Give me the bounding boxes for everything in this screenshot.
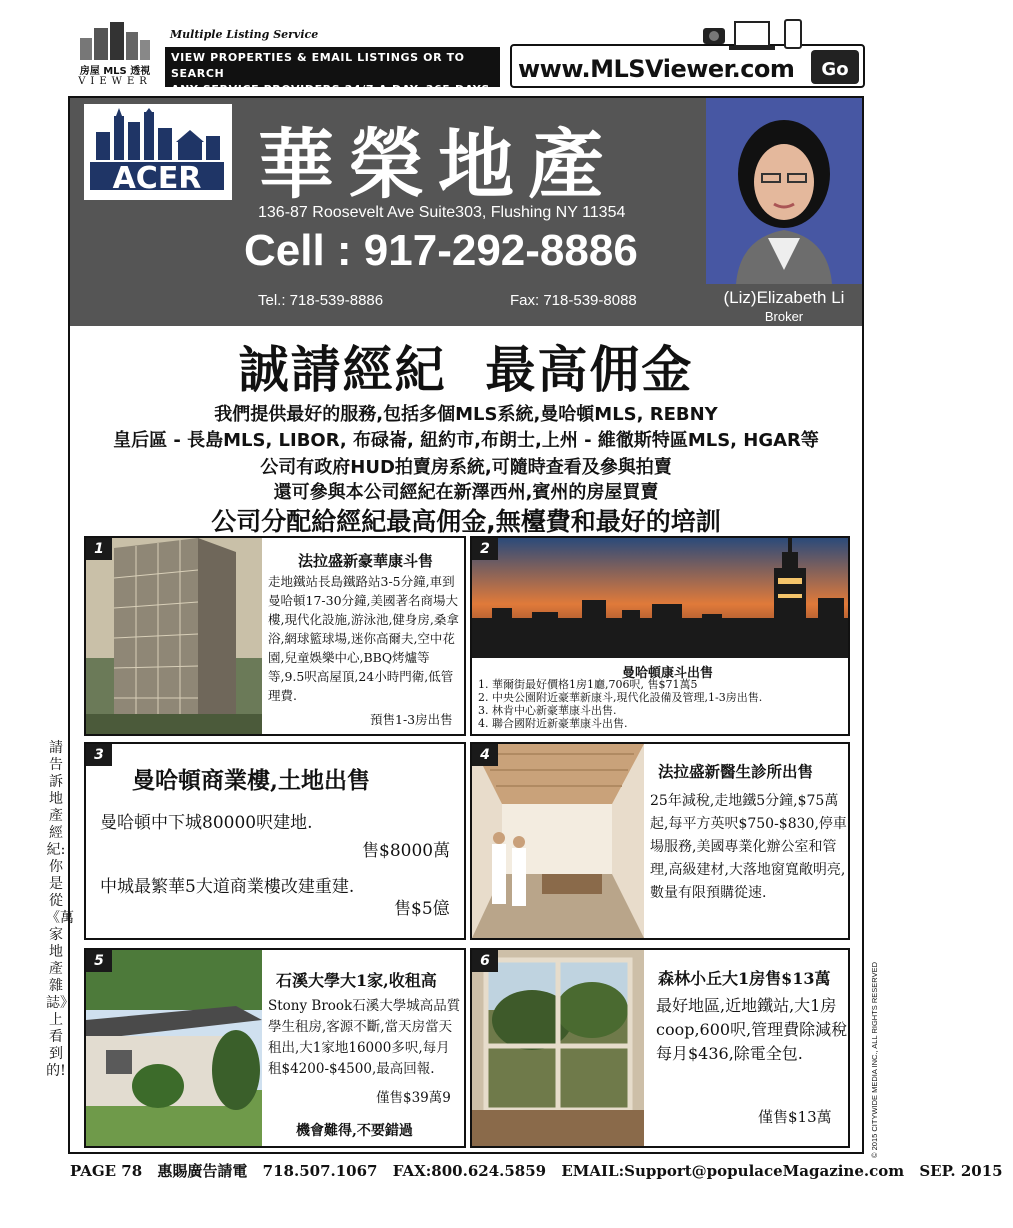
devices-icon <box>701 20 811 52</box>
company-address: 136-87 Roosevelt Ave Suite303, Flushing NY 11354 <box>258 204 626 221</box>
listing-5-title: 石溪大學大1家,收租高 <box>276 971 437 990</box>
listing-3-line-2: 中城最繁華5大道商業樓改建重建. <box>100 877 355 897</box>
listing-1[interactable] <box>84 536 466 736</box>
listing-5-body: Stony Brook石溪大學城高品質學生租房,客源不斷,當天房當天租出,大1家地16000多呎,每月租$4200-$4500,最高回報. <box>268 998 461 1077</box>
intro-line-4: 還可參與本公司經紀在新澤西州,賓州的房屋買賣 <box>273 482 659 503</box>
listing-number: 3 <box>86 744 112 766</box>
listing-4-body: 25年減稅,走地鐵5分鐘,$75萬起,每平方英呎$750-$830,停車場服務,美國專業化辦公室和管理,高級建材,大落地窗寬敞明亮,數量有限預購從速. <box>650 793 847 901</box>
listing-2[interactable] <box>470 536 850 736</box>
list-item: 1. 華爾街最好價格1房1廳,706呎, 售$71萬5 <box>478 678 698 691</box>
agent-title: Broker <box>764 309 804 324</box>
intro-line-1: 我們提供最好的服務,包括多個MLS系統,曼哈頓MLS, REBNY <box>214 404 718 425</box>
agent-portrait-image <box>706 98 862 284</box>
intro-line-5: 公司分配給經紀最高佣金,無檯費和最好的培訓 <box>211 507 721 536</box>
intro-line-3: 公司有政府HUD拍賣房系統,可隨時查看及參與拍賣 <box>260 457 672 478</box>
listing-5-note: 機會難得,不要錯過 <box>296 1123 413 1139</box>
listing-3-price-2: 售$5億 <box>394 899 450 919</box>
listing-6-photo <box>472 950 644 1146</box>
company-name: 華榮地產 <box>258 120 618 209</box>
headline: 誠請經紀 最高佣金 <box>238 340 694 399</box>
acer-logo-text: ACER <box>88 160 226 192</box>
buildings-icon <box>76 20 152 60</box>
condo-tower-image <box>86 538 262 734</box>
ad-call-label: 惠賜廣告請電 <box>157 1162 248 1180</box>
listing-3-price-1: 售$8000萬 <box>362 841 451 861</box>
listing-4-title: 法拉盛新醫生診所出售 <box>658 762 814 781</box>
clinic-interior-image <box>472 744 644 938</box>
listing-4[interactable] <box>470 742 850 940</box>
listing-number: 5 <box>86 950 112 972</box>
url-box[interactable] <box>510 44 865 88</box>
promo-bar <box>165 47 500 96</box>
manhattan-skyline-image <box>472 538 848 658</box>
listing-3-line-1: 曼哈頓中下城80000呎建地. <box>100 813 313 833</box>
logo-viewer-text: VIEWER <box>78 76 152 87</box>
promo-line-1: VIEW PROPERTIES & EMAIL LISTINGS OR TO SEARCH <box>171 51 465 80</box>
listing-number: 4 <box>472 744 498 766</box>
mls-viewer-logo[interactable] <box>70 14 160 88</box>
agent-photo <box>706 98 862 284</box>
listing-3[interactable] <box>84 742 466 940</box>
url-link[interactable]: www.MLSViewer.com <box>518 55 795 83</box>
listing-5-photo <box>86 950 262 1146</box>
side-note: 請告訴地產經紀:你是從《萬家地產雜誌》上看到的! <box>46 740 74 1079</box>
footer-fax: FAX:800.624.5859 <box>392 1162 547 1180</box>
skyline-icon <box>90 108 226 162</box>
footer-phone: 718.507.1067 <box>262 1162 378 1180</box>
listing-number: 6 <box>472 950 498 972</box>
listing-6[interactable] <box>470 948 850 1148</box>
logo-text: 房屋 MLS 透視 <box>79 66 151 77</box>
apartment-window-image <box>472 950 644 1146</box>
listing-5[interactable] <box>84 948 466 1148</box>
listing-1-photo <box>86 538 262 734</box>
listing-6-title: 森林小丘大1房售$13萬 <box>658 969 831 988</box>
listing-5-price: 僅售$39萬9 <box>376 1090 451 1106</box>
promo-line-2: ANY SERVICE PROVIDERS 24/7 A DAY, 365 DAYS <box>171 83 490 96</box>
listing-3-title: 曼哈頓商業樓,土地出售 <box>132 767 371 794</box>
listing-1-body: 走地鐵站長島鐵路站3-5分鐘,車到曼哈頓17-30分鐘,美國著名商場大樓,現代化設施,游泳池,健身房,桑拿浴,網球籃球場,迷你高爾夫,空中花園,兒童娛樂中心,BBQ烤爐等等,9.5呎高屋頂,24小時門衛,低管理費. <box>268 574 459 703</box>
list-item: 3. 林肯中心新豪華康斗出售. <box>478 704 617 717</box>
listing-4-photo <box>472 744 644 938</box>
fax-number: Fax: 718-539-8088 <box>510 292 637 309</box>
intro-line-2: 皇后區 - 長島MLS, LIBOR, 布碌崙, 紐約市,布朗士,上州 - 維徹斯特區MLS, HGAR等 <box>113 430 819 451</box>
issue-date: SEP. 2015 <box>919 1162 1003 1180</box>
copyright-notice <box>866 920 882 1160</box>
listing-6-body: 最好地區,近地鐵站,大1房coop,600呎,管理費除減稅每月$436,除電全包. <box>656 996 848 1063</box>
acer-logo <box>84 104 232 200</box>
footer <box>70 1160 1003 1181</box>
listing-1-note: 預售1-3房出售 <box>370 712 453 727</box>
list-item: 4. 聯合國附近新豪華康斗出售. <box>478 717 628 730</box>
listing-2-photo <box>472 538 848 658</box>
listing-2-items <box>478 678 762 730</box>
house-image <box>86 950 262 1146</box>
page-number: PAGE 78 <box>70 1162 143 1180</box>
copyright-text: © 2015 CITYWIDE MEDIA INC., ALL RIGHTS RESERVED <box>870 962 879 1158</box>
list-item: 2. 中央公園附近豪華新康斗,現代化設備及管理,1-3房出售. <box>478 691 763 704</box>
listing-6-price: 僅售$13萬 <box>758 1108 832 1126</box>
mls-title: Multiple Listing Service <box>170 28 319 41</box>
go-button[interactable]: Go <box>811 50 859 84</box>
cell-phone: Cell : 917-292-8886 <box>244 226 638 275</box>
tel-phone: Tel.: 718-539-8886 <box>258 292 384 309</box>
listing-number: 1 <box>86 538 112 560</box>
agent-name: (Liz)Elizabeth Li <box>723 288 845 307</box>
footer-email[interactable]: EMAIL:Support@populaceMagazine.com <box>561 1162 905 1180</box>
listing-1-title: 法拉盛新豪華康斗售 <box>298 552 434 570</box>
listing-2-title: 曼哈頓康斗出售 <box>622 666 714 681</box>
listing-number: 2 <box>472 538 498 560</box>
